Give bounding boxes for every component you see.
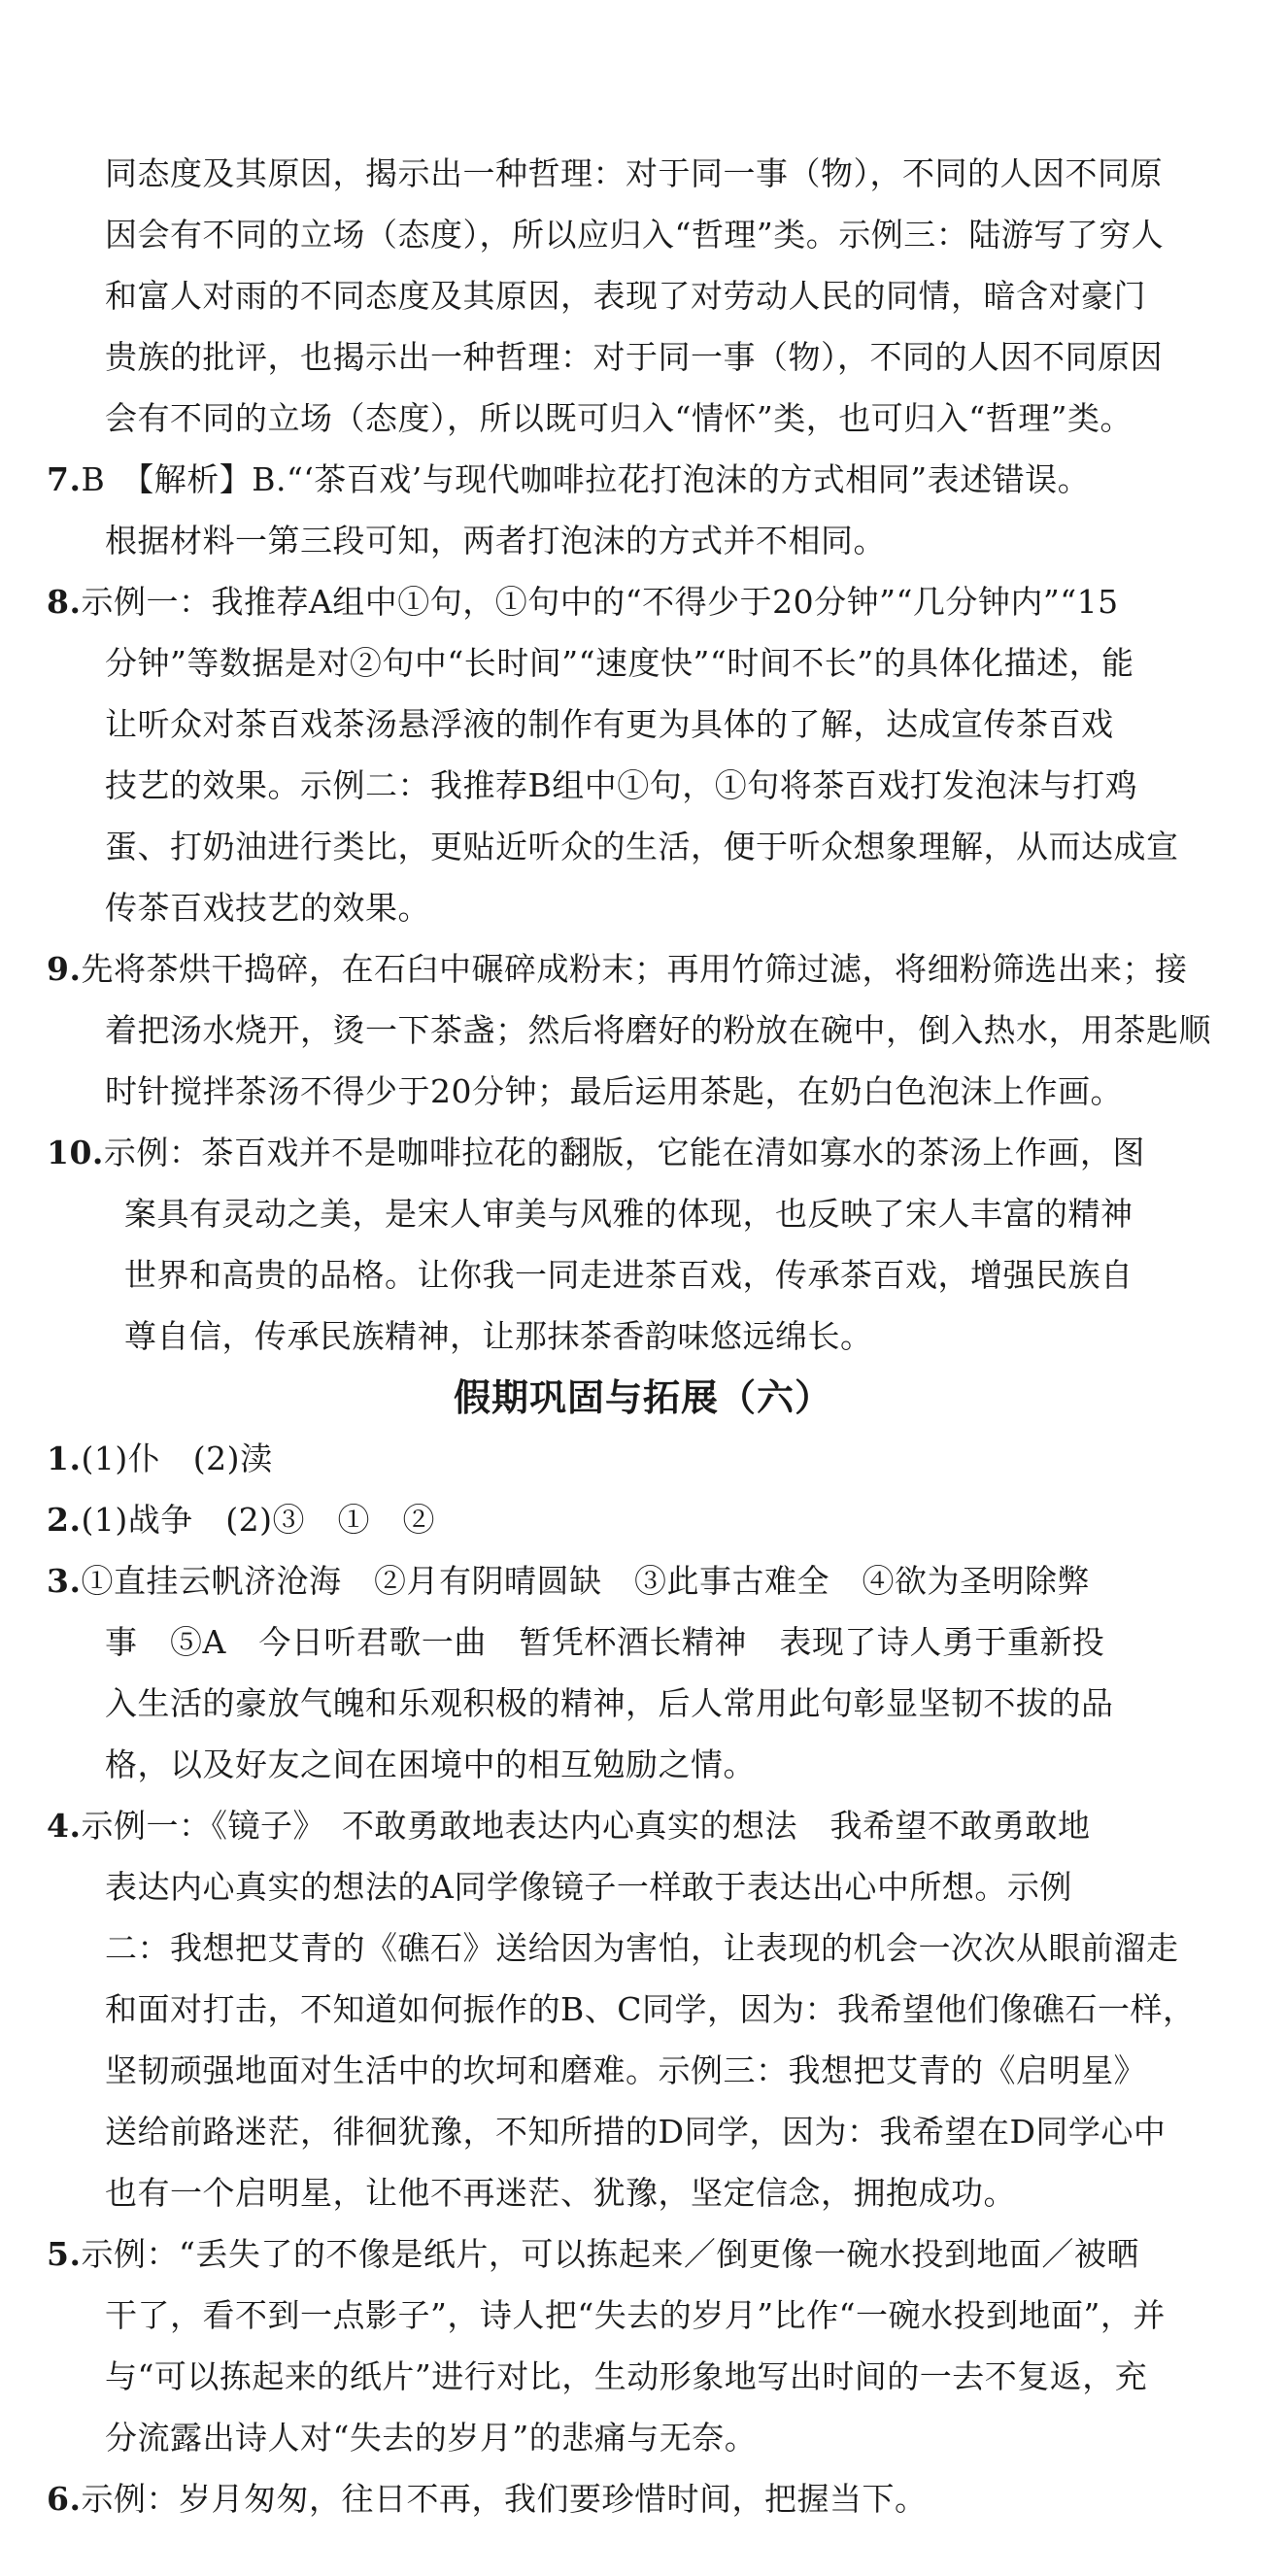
text-line: [0, 1929, 1286, 1968]
line-text: 也有一个启明星，让他不再迷茫、犹豫，坚定信念，拥抱成功。: [105, 2174, 1016, 2212]
text-line: [0, 1317, 1286, 1356]
text-line: [0, 216, 1286, 254]
line-text: 与“可以拣起来的纸片”进行对比，生动形象地写出时间的一去不复返，充: [105, 2357, 1148, 2395]
text-line: [0, 2357, 1286, 2396]
text-line: [0, 2051, 1286, 2090]
text-line: [0, 338, 1286, 377]
line-text: 先将茶烘干捣碎，在石臼中碾碎成粉末；再用竹筛过滤，将细粉筛选出来；接: [81, 950, 1188, 988]
line-text: ①直挂云帆济沧海 ②月有阴晴圆缺 ③此事古难全 ④欲为圣明除弊: [81, 1562, 1090, 1600]
answer-item: [0, 460, 1286, 499]
section-heading: [0, 1376, 1286, 1419]
text-line: [0, 1256, 1286, 1295]
item-number: 3.: [47, 1562, 82, 1600]
line-text: 二：我想把艾青的《礁石》送给因为害怕，让表现的机会一次次从眼前溜走: [105, 1929, 1179, 1967]
text-line: [0, 2419, 1286, 2457]
answer-item: [0, 2480, 1286, 2519]
answer-item: [0, 950, 1286, 989]
text-line: [0, 154, 1286, 193]
item-number: 8.: [47, 583, 82, 621]
line-text: 和富人对雨的不同态度及其原因，表现了对劳动人民的同情，暗含对豪门: [105, 277, 1146, 315]
line-text: 事 ⑤A 今日听君歌一曲 暂凭杯酒长精神 表现了诗人勇于重新投: [105, 1623, 1105, 1661]
text-line: [0, 1072, 1286, 1111]
line-text: 让听众对茶百戏茶汤悬浮液的制作有更为具体的了解，达成宣传茶百戏: [105, 705, 1114, 743]
line-text: 表达内心真实的想法的A同学像镜子一样敢于表达出心中所想。示例: [105, 1868, 1072, 1906]
line-text: 示例：茶百戏并不是咖啡拉花的翻版，它能在清如寡水的茶汤上作画，图: [103, 1134, 1145, 1171]
text-line: [0, 1195, 1286, 1234]
text-line: [0, 2174, 1286, 2213]
line-text: 着把汤水烧开，烫一下茶盏；然后将磨好的粉放在碗中，倒入热水，用茶匙顺: [105, 1011, 1211, 1049]
line-text: 蛋、打奶油进行类比，更贴近听众的生活，便于听众想象理解，从而达成宣: [105, 828, 1179, 865]
line-text: 传茶百戏技艺的效果。: [105, 889, 430, 927]
line-text: 干了，看不到一点影子”，诗人把“失去的岁月”比作“一碗水投到地面”，并: [105, 2296, 1166, 2334]
text-line: [0, 1684, 1286, 1723]
line-text: (1)仆 (2)渎: [81, 1440, 273, 1477]
item-number: 4.: [47, 1807, 82, 1845]
line-text: 时针搅拌茶汤不得少于20分钟；最后运用茶匙，在奶白色泡沫上作画。: [105, 1072, 1123, 1110]
text-line: [0, 522, 1286, 560]
answer-item: [0, 1440, 1286, 1478]
text-line: [0, 889, 1286, 928]
text-line: [0, 705, 1286, 744]
line-text: 案具有灵动之美，是宋人审美与风雅的体现，也反映了宋人丰富的精神: [124, 1195, 1134, 1233]
line-text: B 【解析】B.“‘茶百戏’与现代咖啡拉花打泡沫的方式相同”表述错误。: [81, 460, 1091, 498]
answer-item: [0, 1562, 1286, 1601]
line-text: 格，以及好友之间在困境中的相互勉励之情。: [105, 1746, 756, 1783]
answer-item: [0, 1501, 1286, 1540]
answer-item: [0, 2235, 1286, 2274]
item-number: 9.: [47, 950, 82, 988]
line-text: 分钟”等数据是对②句中“长时间”“速度快”“时间不长”的具体化描述，能: [105, 644, 1134, 682]
line-text: 技艺的效果。示例二：我推荐B组中①句，①句将茶百戏打发泡沫与打鸡: [105, 766, 1138, 804]
heading-text: 假期巩固与拓展（六）: [453, 1375, 832, 1419]
text-line: [0, 644, 1286, 683]
text-line: [0, 1990, 1286, 2029]
text-line: [0, 2296, 1286, 2335]
item-number: 1.: [47, 1440, 82, 1477]
line-text: 尊自信，传承民族精神，让那抹茶香韵味悠远绵长。: [124, 1317, 873, 1355]
answer-item: [0, 1134, 1286, 1172]
line-text: 示例一：我推荐A组中①句，①句中的“不得少于20分钟”“几分钟内”“15: [81, 583, 1119, 621]
text-line: [0, 1868, 1286, 1907]
text-line: [0, 766, 1286, 805]
line-text: (1)战争 (2)③ ① ②: [81, 1501, 435, 1539]
line-text: 示例一：《镜子》 不敢勇敢地表达内心真实的想法 我希望不敢勇敢地: [81, 1807, 1091, 1845]
line-text: 示例：岁月匆匆，往日不再，我们要珍惜时间，把握当下。: [81, 2480, 928, 2518]
line-text: 示例：“丢失了的不像是纸片，可以拣起来／倒更像一碗水投到地面／被晒: [81, 2235, 1139, 2273]
item-number: 5.: [47, 2235, 82, 2273]
text-line: [0, 1746, 1286, 1784]
line-text: 入生活的豪放气魄和乐观积极的精神，后人常用此句彰显坚韧不拔的品: [105, 1684, 1114, 1722]
text-line: [0, 2113, 1286, 2152]
line-text: 会有不同的立场（态度），所以既可归入“情怀”类，也可归入“哲理”类。: [105, 399, 1133, 437]
item-number: 2.: [47, 1501, 82, 1539]
text-line: [0, 277, 1286, 316]
text-line: [0, 1011, 1286, 1050]
answer-item: [0, 1807, 1286, 1846]
line-text: 世界和高贵的品格。让你我一同走进茶百戏，传承茶百戏，增强民族自: [124, 1256, 1134, 1294]
line-text: 和面对打击，不知道如何振作的B、C同学，因为：我希望他们像礁石一样，: [105, 1990, 1196, 2028]
line-text: 送给前路迷茫，徘徊犹豫，不知所措的D同学，因为：我希望在D同学心中: [105, 2113, 1167, 2151]
answer-item: [0, 583, 1286, 622]
line-text: 因会有不同的立场（态度），所以应归入“哲理”类。示例三：陆游写了穷人: [105, 216, 1165, 254]
item-number: 6.: [47, 2480, 82, 2518]
item-number: 7.: [47, 460, 82, 498]
text-line: [0, 399, 1286, 438]
line-text: 贵族的批评，也揭示出一种哲理：对于同一事（物），不同的人因不同原因: [105, 338, 1163, 376]
text-line: [0, 1623, 1286, 1662]
text-line: [0, 828, 1286, 866]
item-number: 10.: [47, 1134, 104, 1171]
line-text: 同态度及其原因，揭示出一种哲理：对于同一事（物），不同的人因不同原: [105, 154, 1163, 192]
line-text: 根据材料一第三段可知，两者打泡沫的方式并不相同。: [105, 522, 886, 559]
line-text: 分流露出诗人对“失去的岁月”的悲痛与无奈。: [105, 2419, 758, 2457]
line-text: 坚韧顽强地面对生活中的坎坷和磨难。示例三：我想把艾青的《启明星》: [105, 2051, 1146, 2089]
